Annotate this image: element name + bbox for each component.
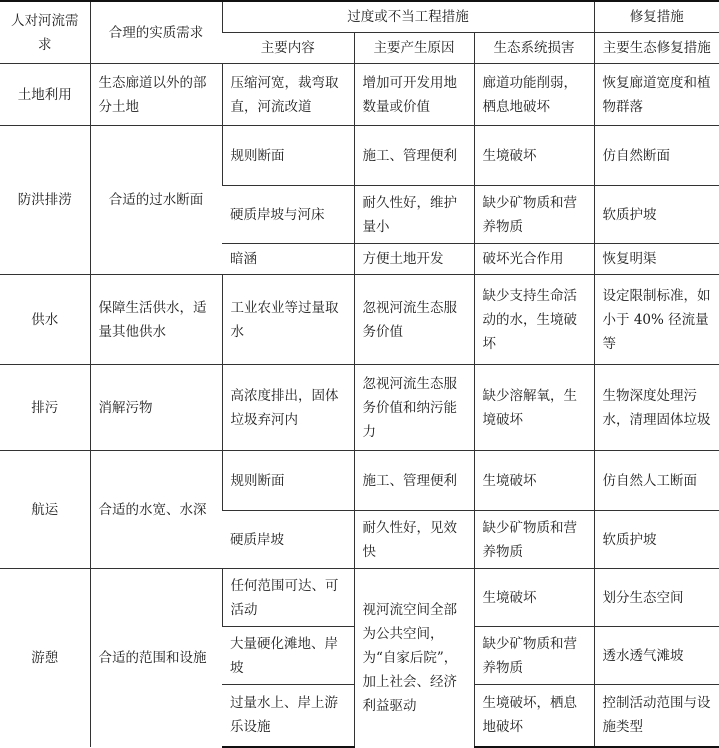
cause-recreation: 视河流空间全部为公共空间，为“自家后院”，加上社会、经济利益驱动 bbox=[354, 569, 474, 747]
restore-shipping-1: 仿自然人工断面 bbox=[594, 451, 719, 511]
need-recreation: 游憩 bbox=[0, 569, 90, 747]
restore-flood-3: 恢复明渠 bbox=[594, 244, 719, 275]
content-water-supply: 工业农业等过量取水 bbox=[222, 275, 354, 365]
header-main-cause: 主要产生原因 bbox=[354, 33, 474, 64]
header-main-restoration: 主要生态修复措施 bbox=[594, 33, 719, 64]
cause-flood-1: 施工、管理便利 bbox=[354, 126, 474, 186]
actual-shipping: 合适的水宽、水深 bbox=[90, 451, 222, 569]
header-repair-measures: 修复措施 bbox=[594, 1, 719, 33]
damage-recreation-3: 生境破坏，栖息地破坏 bbox=[474, 685, 594, 747]
content-flood-2: 硬质岸坡与河床 bbox=[222, 186, 354, 244]
cause-sewage: 忽视河流生态服务价值和纳污能力 bbox=[354, 365, 474, 451]
restore-shipping-2: 软质护坡 bbox=[594, 511, 719, 569]
restore-recreation-3: 控制活动范围与设施类型 bbox=[594, 685, 719, 747]
header-improper-measures: 过度或不当工程措施 bbox=[222, 1, 594, 33]
header-ecosystem-damage: 生态系统损害 bbox=[474, 33, 594, 64]
cause-water-supply: 忽视河流生态服务价值 bbox=[354, 275, 474, 365]
header-main-content: 主要内容 bbox=[222, 33, 354, 64]
content-shipping-1: 规则断面 bbox=[222, 451, 354, 511]
damage-sewage: 缺少溶解氧，生境破坏 bbox=[474, 365, 594, 451]
header-actual-need: 合理的实质需求 bbox=[90, 1, 222, 64]
actual-recreation: 合适的范围和设施 bbox=[90, 569, 222, 747]
header-need: 人对河流需求 bbox=[0, 1, 90, 64]
damage-flood-2: 缺少矿物质和营养物质 bbox=[474, 186, 594, 244]
damage-flood-3: 破坏光合作用 bbox=[474, 244, 594, 275]
actual-sewage: 消解污物 bbox=[90, 365, 222, 451]
need-sewage: 排污 bbox=[0, 365, 90, 451]
need-water-supply: 供水 bbox=[0, 275, 90, 365]
need-flood-control: 防洪排涝 bbox=[0, 126, 90, 275]
content-shipping-2: 硬质岸坡 bbox=[222, 511, 354, 569]
damage-water-supply: 缺少支持生命活动的水，生境破坏 bbox=[474, 275, 594, 365]
damage-recreation-1: 生境破坏 bbox=[474, 569, 594, 627]
cause-shipping-1: 施工、管理便利 bbox=[354, 451, 474, 511]
cause-land-use: 增加可开发用地数量或价值 bbox=[354, 64, 474, 126]
need-shipping: 航运 bbox=[0, 451, 90, 569]
damage-shipping-2: 缺少矿物质和营养物质 bbox=[474, 511, 594, 569]
content-recreation-1: 任何范围可达、可活动 bbox=[222, 569, 354, 627]
cause-shipping-2: 耐久性好，见效快 bbox=[354, 511, 474, 569]
content-recreation-3: 过量水上、岸上游乐设施 bbox=[222, 685, 354, 747]
restore-land-use: 恢复廊道宽度和植物群落 bbox=[594, 64, 719, 126]
need-land-use: 土地利用 bbox=[0, 64, 90, 126]
restore-recreation-2: 透水透气滩坡 bbox=[594, 627, 719, 685]
restore-sewage: 生物深度处理污水，清理固体垃圾 bbox=[594, 365, 719, 451]
damage-flood-1: 生境破坏 bbox=[474, 126, 594, 186]
content-recreation-2: 大量硬化滩地、岸坡 bbox=[222, 627, 354, 685]
content-sewage: 高浓度排出，固体垃圾弃河内 bbox=[222, 365, 354, 451]
restore-flood-1: 仿自然断面 bbox=[594, 126, 719, 186]
actual-land-use: 生态廊道以外的部分土地 bbox=[90, 64, 222, 126]
cause-flood-2: 耐久性好，维护量小 bbox=[354, 186, 474, 244]
cause-flood-3: 方便土地开发 bbox=[354, 244, 474, 275]
damage-land-use: 廊道功能削弱，栖息地破坏 bbox=[474, 64, 594, 126]
content-flood-3: 暗涵 bbox=[222, 244, 354, 275]
actual-water-supply: 保障生活供水，适量其他供水 bbox=[90, 275, 222, 365]
restore-recreation-1: 划分生态空间 bbox=[594, 569, 719, 627]
content-land-use: 压缩河宽，裁弯取直，河流改道 bbox=[222, 64, 354, 126]
restore-flood-2: 软质护坡 bbox=[594, 186, 719, 244]
restore-water-supply: 设定限制标准，如小于 40% 径流量等 bbox=[594, 275, 719, 365]
damage-shipping-1: 生境破坏 bbox=[474, 451, 594, 511]
actual-flood-control: 合适的过水断面 bbox=[90, 126, 222, 275]
damage-recreation-2: 缺少矿物质和营养物质 bbox=[474, 627, 594, 685]
content-flood-1: 规则断面 bbox=[222, 126, 354, 186]
